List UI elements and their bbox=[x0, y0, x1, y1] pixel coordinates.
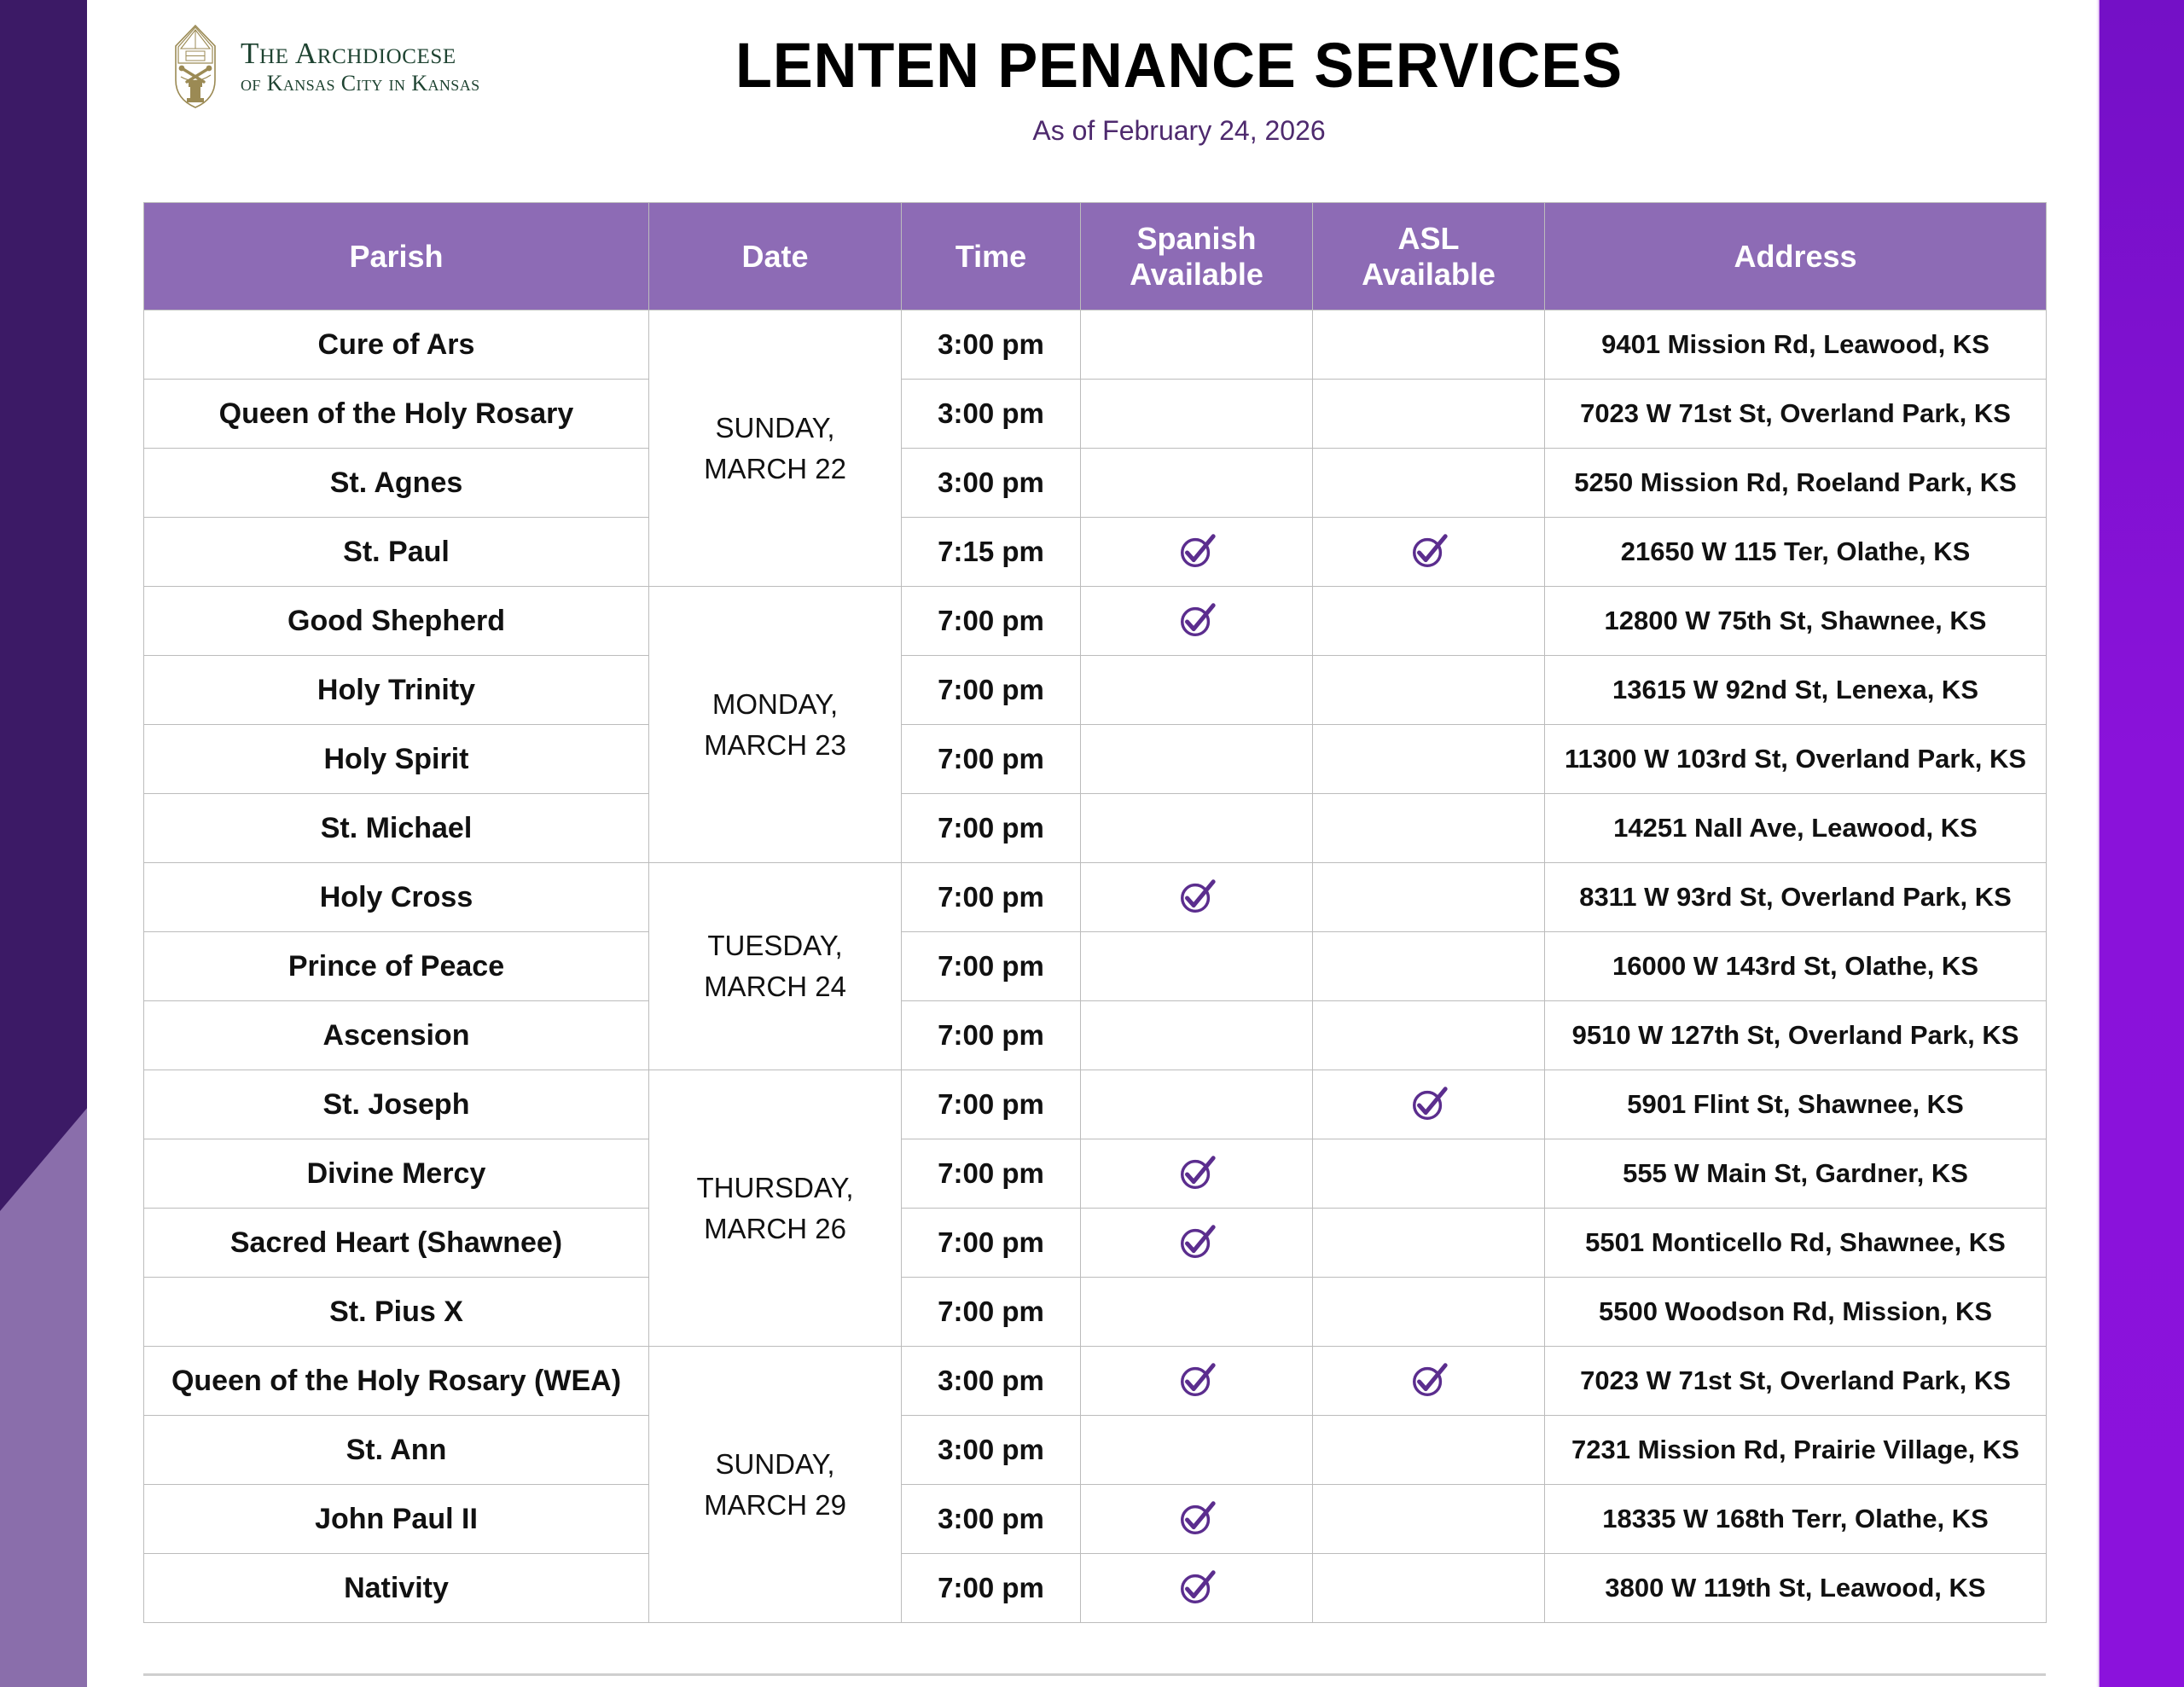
cell-spanish-available-empty bbox=[1081, 310, 1313, 380]
cell-address: 12800 W 75th St, Shawnee, KS bbox=[1545, 587, 2047, 656]
cell-time: 7:00 pm bbox=[902, 725, 1081, 794]
archdiocese-crest-icon bbox=[164, 24, 227, 109]
cell-parish: Prince of Peace bbox=[144, 932, 649, 1001]
date-line-2: MARCH 23 bbox=[704, 728, 846, 761]
table-row bbox=[144, 725, 2047, 794]
table-row bbox=[144, 1209, 2047, 1278]
cell-parish: St. Joseph bbox=[144, 1070, 649, 1139]
cell-spanish-available-check bbox=[1081, 1485, 1313, 1554]
cell-parish: Holy Spirit bbox=[144, 725, 649, 794]
table-bottom-rule bbox=[143, 1673, 2046, 1676]
cell-asl-available-empty bbox=[1313, 725, 1545, 794]
cell-time: 3:00 pm bbox=[902, 1416, 1081, 1485]
cell-asl-available-empty bbox=[1313, 656, 1545, 725]
cell-asl-available-check bbox=[1313, 1347, 1545, 1416]
cell-time: 7:00 pm bbox=[902, 1139, 1081, 1209]
table-row bbox=[144, 380, 2047, 449]
cell-address: 11300 W 103rd St, Overland Park, KS bbox=[1545, 725, 2047, 794]
table-row bbox=[144, 1347, 2047, 1416]
cell-asl-available-empty bbox=[1313, 1416, 1545, 1485]
cell-parish: St. Agnes bbox=[144, 449, 649, 518]
cell-spanish-available-empty bbox=[1081, 1001, 1313, 1070]
column-header-asl-line2: Available bbox=[1362, 256, 1496, 292]
cell-spanish-available-check bbox=[1081, 863, 1313, 932]
check-circle-icon bbox=[1177, 1570, 1217, 1602]
cell-parish: St. Ann bbox=[144, 1416, 649, 1485]
cell-spanish-available-empty bbox=[1081, 932, 1313, 1001]
cell-time: 7:00 pm bbox=[902, 1278, 1081, 1347]
cell-date-group bbox=[649, 1070, 902, 1347]
column-header-asl-available bbox=[1313, 203, 1545, 310]
left-decorative-band-upper bbox=[0, 0, 87, 1211]
cell-address: 9401 Mission Rd, Leawood, KS bbox=[1545, 310, 2047, 380]
archdiocese-logo bbox=[164, 24, 531, 109]
cell-spanish-available-check bbox=[1081, 1554, 1313, 1623]
check-circle-icon bbox=[1409, 1087, 1449, 1118]
cell-spanish-available-check bbox=[1081, 518, 1313, 587]
cell-address: 7231 Mission Rd, Prairie Village, KS bbox=[1545, 1416, 2047, 1485]
cell-address: 7023 W 71st St, Overland Park, KS bbox=[1545, 1347, 2047, 1416]
cell-time: 7:00 pm bbox=[902, 863, 1081, 932]
cell-asl-available-empty bbox=[1313, 794, 1545, 863]
table-row bbox=[144, 656, 2047, 725]
date-line-2: MARCH 22 bbox=[704, 452, 846, 484]
cell-parish: Ascension bbox=[144, 1001, 649, 1070]
check-circle-icon bbox=[1177, 603, 1217, 635]
cell-parish: Cure of Ars bbox=[144, 310, 649, 380]
cell-date-group bbox=[649, 1347, 902, 1623]
table-row bbox=[144, 1485, 2047, 1554]
cell-address: 8311 W 93rd St, Overland Park, KS bbox=[1545, 863, 2047, 932]
cell-address: 16000 W 143rd St, Olathe, KS bbox=[1545, 932, 2047, 1001]
date-line-1: THURSDAY, bbox=[696, 1171, 854, 1203]
cell-time: 7:00 pm bbox=[902, 1554, 1081, 1623]
column-header-asl-line1: ASL bbox=[1397, 221, 1460, 257]
cell-address: 14251 Nall Ave, Leawood, KS bbox=[1545, 794, 2047, 863]
cell-spanish-available-empty bbox=[1081, 1278, 1313, 1347]
cell-asl-available-empty bbox=[1313, 1209, 1545, 1278]
cell-asl-available-empty bbox=[1313, 587, 1545, 656]
cell-asl-available-empty bbox=[1313, 310, 1545, 380]
logo-line-2: of Kansas City in Kansas bbox=[241, 71, 480, 96]
table-row bbox=[144, 1416, 2047, 1485]
cell-spanish-available-empty bbox=[1081, 725, 1313, 794]
cell-parish: Divine Mercy bbox=[144, 1139, 649, 1209]
cell-time: 7:00 pm bbox=[902, 1209, 1081, 1278]
poster-header bbox=[87, 0, 2096, 186]
table-row bbox=[144, 518, 2047, 587]
cell-asl-available-check bbox=[1313, 1070, 1545, 1139]
cell-spanish-available-empty bbox=[1081, 449, 1313, 518]
cell-time: 3:00 pm bbox=[902, 449, 1081, 518]
cell-parish: Queen of the Holy Rosary (WEA) bbox=[144, 1347, 649, 1416]
cell-parish: Sacred Heart (Shawnee) bbox=[144, 1209, 649, 1278]
date-line-1: SUNDAY, bbox=[715, 411, 835, 443]
check-circle-icon bbox=[1177, 1156, 1217, 1187]
cell-time: 7:15 pm bbox=[902, 518, 1081, 587]
column-header-spanish-available bbox=[1081, 203, 1313, 310]
cell-date-group bbox=[649, 587, 902, 863]
table-row bbox=[144, 1554, 2047, 1623]
cell-spanish-available-empty bbox=[1081, 1416, 1313, 1485]
cell-address: 21650 W 115 Ter, Olathe, KS bbox=[1545, 518, 2047, 587]
cell-spanish-available-check bbox=[1081, 1209, 1313, 1278]
cell-time: 7:00 pm bbox=[902, 587, 1081, 656]
table-row bbox=[144, 932, 2047, 1001]
column-header-spanish-line2: Available bbox=[1130, 256, 1263, 292]
cell-asl-available-empty bbox=[1313, 1001, 1545, 1070]
date-line-2: MARCH 24 bbox=[704, 971, 846, 1002]
column-header-date: Date bbox=[649, 203, 902, 310]
cell-address: 7023 W 71st St, Overland Park, KS bbox=[1545, 380, 2047, 449]
cell-time: 7:00 pm bbox=[902, 656, 1081, 725]
cell-asl-available-empty bbox=[1313, 449, 1545, 518]
cell-address: 9510 W 127th St, Overland Park, KS bbox=[1545, 1001, 2047, 1070]
logo-line-1: The Archdiocese bbox=[241, 37, 456, 70]
cell-asl-available-empty bbox=[1313, 380, 1545, 449]
schedule-table-container bbox=[143, 202, 2046, 1623]
cell-parish: Holy Cross bbox=[144, 863, 649, 932]
right-decorative-band bbox=[2100, 0, 2184, 1687]
column-header-address: Address bbox=[1545, 203, 2047, 310]
cell-time: 7:00 pm bbox=[902, 1001, 1081, 1070]
check-circle-icon bbox=[1177, 534, 1217, 565]
date-line-1: SUNDAY, bbox=[715, 1447, 835, 1480]
cell-asl-available-empty bbox=[1313, 932, 1545, 1001]
cell-parish: John Paul II bbox=[144, 1485, 649, 1554]
cell-parish: Queen of the Holy Rosary bbox=[144, 380, 649, 449]
cell-asl-available-empty bbox=[1313, 1139, 1545, 1209]
page-subtitle: As of February 24, 2026 bbox=[1032, 115, 1326, 146]
cell-asl-available-empty bbox=[1313, 863, 1545, 932]
table-row bbox=[144, 587, 2047, 656]
cell-asl-available-empty bbox=[1313, 1278, 1545, 1347]
cell-address: 18335 W 168th Terr, Olathe, KS bbox=[1545, 1485, 2047, 1554]
cell-asl-available-check bbox=[1313, 518, 1545, 587]
check-circle-icon bbox=[1177, 1501, 1217, 1533]
column-header-time: Time bbox=[902, 203, 1081, 310]
cell-spanish-available-empty bbox=[1081, 1070, 1313, 1139]
cell-spanish-available-empty bbox=[1081, 656, 1313, 725]
cell-address: 555 W Main St, Gardner, KS bbox=[1545, 1139, 2047, 1209]
check-circle-icon bbox=[1177, 1363, 1217, 1394]
cell-parish: Good Shepherd bbox=[144, 587, 649, 656]
check-circle-icon bbox=[1409, 1363, 1449, 1394]
page-title: LENTEN PENANCE SERVICES bbox=[735, 30, 1623, 101]
cell-time: 7:00 pm bbox=[902, 1070, 1081, 1139]
cell-address: 5250 Mission Rd, Roeland Park, KS bbox=[1545, 449, 2047, 518]
cell-time: 3:00 pm bbox=[902, 1485, 1081, 1554]
cell-address: 5501 Monticello Rd, Shawnee, KS bbox=[1545, 1209, 2047, 1278]
date-line-2: MARCH 29 bbox=[704, 1488, 846, 1521]
cell-parish: Nativity bbox=[144, 1554, 649, 1623]
table-header-row bbox=[144, 203, 2047, 310]
cell-spanish-available-check bbox=[1081, 1139, 1313, 1209]
cell-date-group bbox=[649, 310, 902, 587]
cell-spanish-available-empty bbox=[1081, 794, 1313, 863]
table-row bbox=[144, 310, 2047, 380]
cell-parish: St. Michael bbox=[144, 794, 649, 863]
date-line-2: MARCH 26 bbox=[704, 1212, 846, 1244]
table-head bbox=[144, 203, 2047, 310]
cell-spanish-available-empty bbox=[1081, 380, 1313, 449]
cell-spanish-available-check bbox=[1081, 587, 1313, 656]
date-line-1: TUESDAY, bbox=[707, 930, 843, 962]
table-row bbox=[144, 449, 2047, 518]
check-circle-icon bbox=[1177, 879, 1217, 911]
cell-address: 3800 W 119th St, Leawood, KS bbox=[1545, 1554, 2047, 1623]
cell-time: 3:00 pm bbox=[902, 380, 1081, 449]
cell-time: 7:00 pm bbox=[902, 794, 1081, 863]
check-circle-icon bbox=[1409, 534, 1449, 565]
check-circle-icon bbox=[1177, 1225, 1217, 1256]
table-body bbox=[144, 310, 2047, 1623]
cell-address: 13615 W 92nd St, Lenexa, KS bbox=[1545, 656, 2047, 725]
cell-parish: St. Paul bbox=[144, 518, 649, 587]
cell-time: 3:00 pm bbox=[902, 1347, 1081, 1416]
cell-address: 5500 Woodson Rd, Mission, KS bbox=[1545, 1278, 2047, 1347]
date-line-1: MONDAY, bbox=[712, 687, 839, 720]
cell-asl-available-empty bbox=[1313, 1485, 1545, 1554]
table-row bbox=[144, 1001, 2047, 1070]
column-header-spanish-line1: Spanish bbox=[1136, 221, 1257, 257]
title-block bbox=[488, 29, 1870, 147]
penance-schedule-table bbox=[143, 202, 2047, 1623]
table-row bbox=[144, 1278, 2047, 1347]
column-header-parish: Parish bbox=[144, 203, 649, 310]
cell-address: 5901 Flint St, Shawnee, KS bbox=[1545, 1070, 2047, 1139]
cell-parish: St. Pius X bbox=[144, 1278, 649, 1347]
cell-spanish-available-check bbox=[1081, 1347, 1313, 1416]
cell-time: 3:00 pm bbox=[902, 310, 1081, 380]
table-row bbox=[144, 1139, 2047, 1209]
cell-asl-available-empty bbox=[1313, 1554, 1545, 1623]
cell-time: 7:00 pm bbox=[902, 932, 1081, 1001]
table-row bbox=[144, 863, 2047, 932]
table-row bbox=[144, 794, 2047, 863]
table-row bbox=[144, 1070, 2047, 1139]
cell-parish: Holy Trinity bbox=[144, 656, 649, 725]
cell-date-group bbox=[649, 863, 902, 1070]
